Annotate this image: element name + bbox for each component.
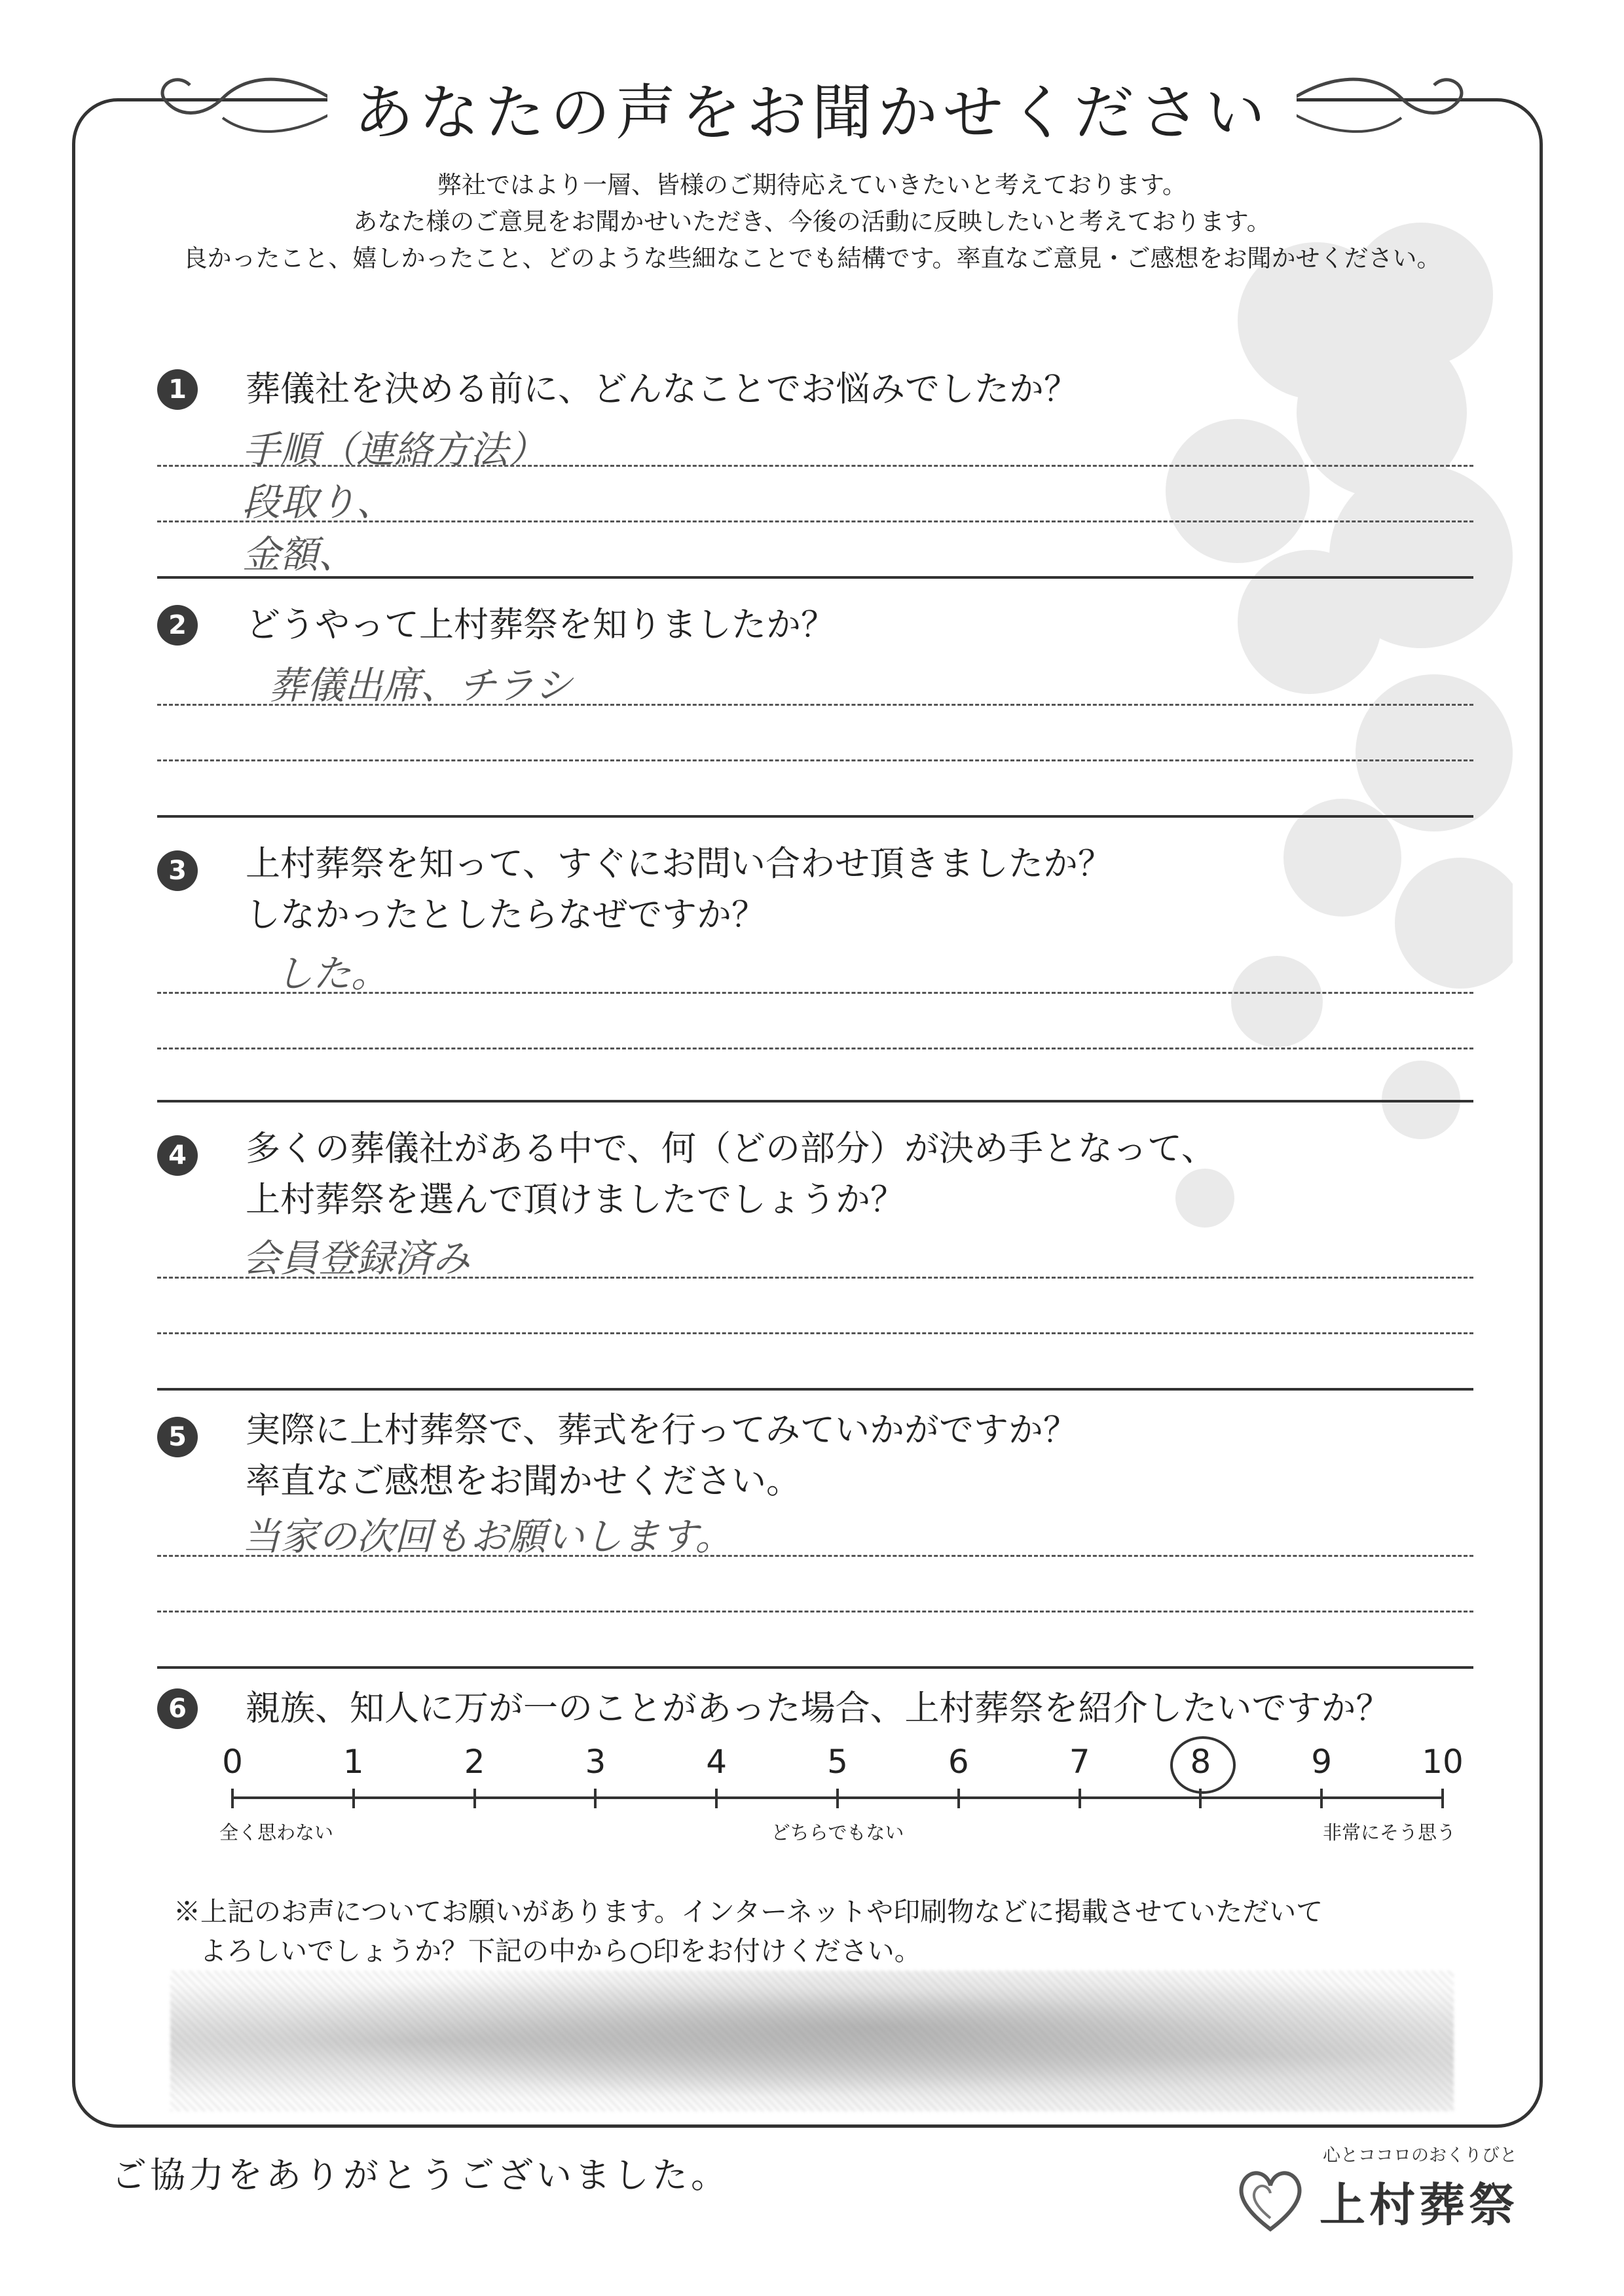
- handwritten-answer: 会員登録済み: [242, 1236, 471, 1281]
- scale-tick-mark: [352, 1789, 355, 1808]
- scale-tick-mark: [1199, 1789, 1202, 1808]
- scale-tick-mark: [1320, 1789, 1323, 1808]
- question-number-badge: 6: [157, 1688, 198, 1729]
- right-flourish-ornament: [1277, 59, 1473, 151]
- question-text: 親族、知人に万が一のことがあった場合、上村葬祭を紹介したいですか？: [246, 1688, 1391, 1728]
- intro-text: [105, 167, 1519, 277]
- title-plate: [327, 62, 1297, 154]
- question-text: 実際に上村葬祭で、葬式を行ってみていかがですか？: [246, 1410, 1078, 1450]
- scale-tick-mark: [1441, 1789, 1444, 1808]
- answer-line: [157, 465, 1473, 467]
- scale-tick-mark: [231, 1789, 234, 1808]
- scale-tick-label: 0: [222, 1743, 243, 1781]
- question-number-badge: 2: [157, 605, 198, 646]
- brand-logo: [1231, 2141, 1532, 2246]
- thanks-message: ご協力をありがとうございました。: [111, 2155, 729, 2196]
- scale-tick-label: 4: [706, 1743, 728, 1781]
- heart-icon: [1231, 2160, 1310, 2239]
- scale-tick-label: 1: [342, 1743, 364, 1781]
- handwritten-answer: 金額、: [242, 532, 357, 577]
- question-text: 葬儀社を決める前に、どんなことでお悩みでしたか？: [246, 369, 1079, 409]
- handwritten-answer: 手順（連絡方法）: [242, 428, 547, 472]
- scale-tick-label: 3: [585, 1743, 606, 1781]
- scale-tick-label: 10: [1422, 1743, 1464, 1781]
- section-divider: [157, 1100, 1473, 1102]
- question-text: しなかったとしたらなぜですか？: [246, 895, 766, 935]
- scale-tick-label: 8: [1190, 1743, 1211, 1781]
- question-number-badge: 4: [157, 1135, 198, 1176]
- rating-scale: [219, 1743, 1464, 1848]
- question-text: 上村葬祭を知って、すぐにお問い合わせ頂きましたか？: [246, 844, 1113, 884]
- scale-mid-label: どちらでもない: [771, 1821, 904, 1844]
- brand-tagline: 心とココロのおくりびと: [1323, 2145, 1517, 2166]
- question-number-badge: 5: [157, 1417, 198, 1457]
- section-divider: [157, 1666, 1473, 1669]
- answer-line: [157, 759, 1473, 761]
- section-divider: [157, 1388, 1473, 1391]
- scale-tick-mark: [836, 1789, 839, 1808]
- handwritten-answer: 段取り、: [242, 480, 395, 524]
- notice-line: よろしいでしょうか？下記の中から○印をお付けください。: [200, 1935, 921, 1967]
- question-text: 多くの葬儀社がある中で、何（どの部分）が決め手となって、: [246, 1129, 1216, 1169]
- scale-tick-mark: [715, 1789, 718, 1808]
- question-number-badge: 1: [157, 369, 198, 410]
- question-text: 率直なご感想をお聞かせください。: [246, 1461, 801, 1501]
- scale-tick-mark: [1079, 1789, 1081, 1808]
- scale-tick-mark: [594, 1789, 597, 1808]
- handwritten-answer: 葬儀出席、チラシ: [268, 663, 573, 708]
- scale-low-label: 全く思わない: [219, 1821, 334, 1844]
- intro-line: あなた様のご意見をお聞かせいただき、今後の活動に反映したいと考えております。: [353, 208, 1271, 236]
- question-number-badge: 3: [157, 850, 198, 891]
- notice-line: ※上記のお声についてお願いがあります。インターネットや印刷物などに掲載させていただいて: [174, 1896, 1323, 1927]
- answer-line: [157, 1048, 1473, 1049]
- scale-tick-label: 2: [464, 1743, 485, 1781]
- scale-tick-label: 7: [1069, 1743, 1090, 1781]
- answer-line: [157, 1277, 1473, 1279]
- intro-line: 良かったこと、嬉しかったこと、どのような些細なことでも結構です。率直なご意見・ご感想をお聞かせください。: [183, 244, 1441, 272]
- answer-line: [157, 1555, 1473, 1557]
- answer-line: [157, 704, 1473, 706]
- section-divider: [157, 815, 1473, 818]
- answer-line: [157, 992, 1473, 994]
- answer-line: [157, 1611, 1473, 1613]
- answer-line: [157, 520, 1473, 522]
- scale-high-label: 非常にそう思う: [1322, 1821, 1456, 1844]
- handwritten-answer: 当家の次回もお願いします。: [242, 1514, 733, 1559]
- scale-tick-label: 6: [948, 1743, 969, 1781]
- publication-notice: [174, 1892, 1483, 1971]
- handwritten-answer: した。: [275, 951, 390, 996]
- answer-line: [157, 1332, 1473, 1334]
- scale-tick-mark: [957, 1789, 960, 1808]
- scale-tick-label: 5: [827, 1743, 848, 1781]
- redacted-options-area: [170, 1971, 1454, 2111]
- brand-name: 上村葬祭: [1320, 2178, 1519, 2232]
- page-title: あなたの声をお聞かせください: [353, 78, 1270, 148]
- left-flourish-ornament: [151, 59, 347, 151]
- question-text: どうやって上村葬祭を知りましたか？: [246, 605, 836, 645]
- scale-tick-label: 9: [1311, 1743, 1333, 1781]
- question-text: 上村葬祭を選んで頂けましたでしょうか？: [246, 1180, 905, 1220]
- section-divider: [157, 576, 1473, 579]
- intro-line: 弊社ではより一層、皆様のご期待応えていきたいと考えております。: [437, 171, 1187, 199]
- scale-tick-mark: [473, 1789, 476, 1808]
